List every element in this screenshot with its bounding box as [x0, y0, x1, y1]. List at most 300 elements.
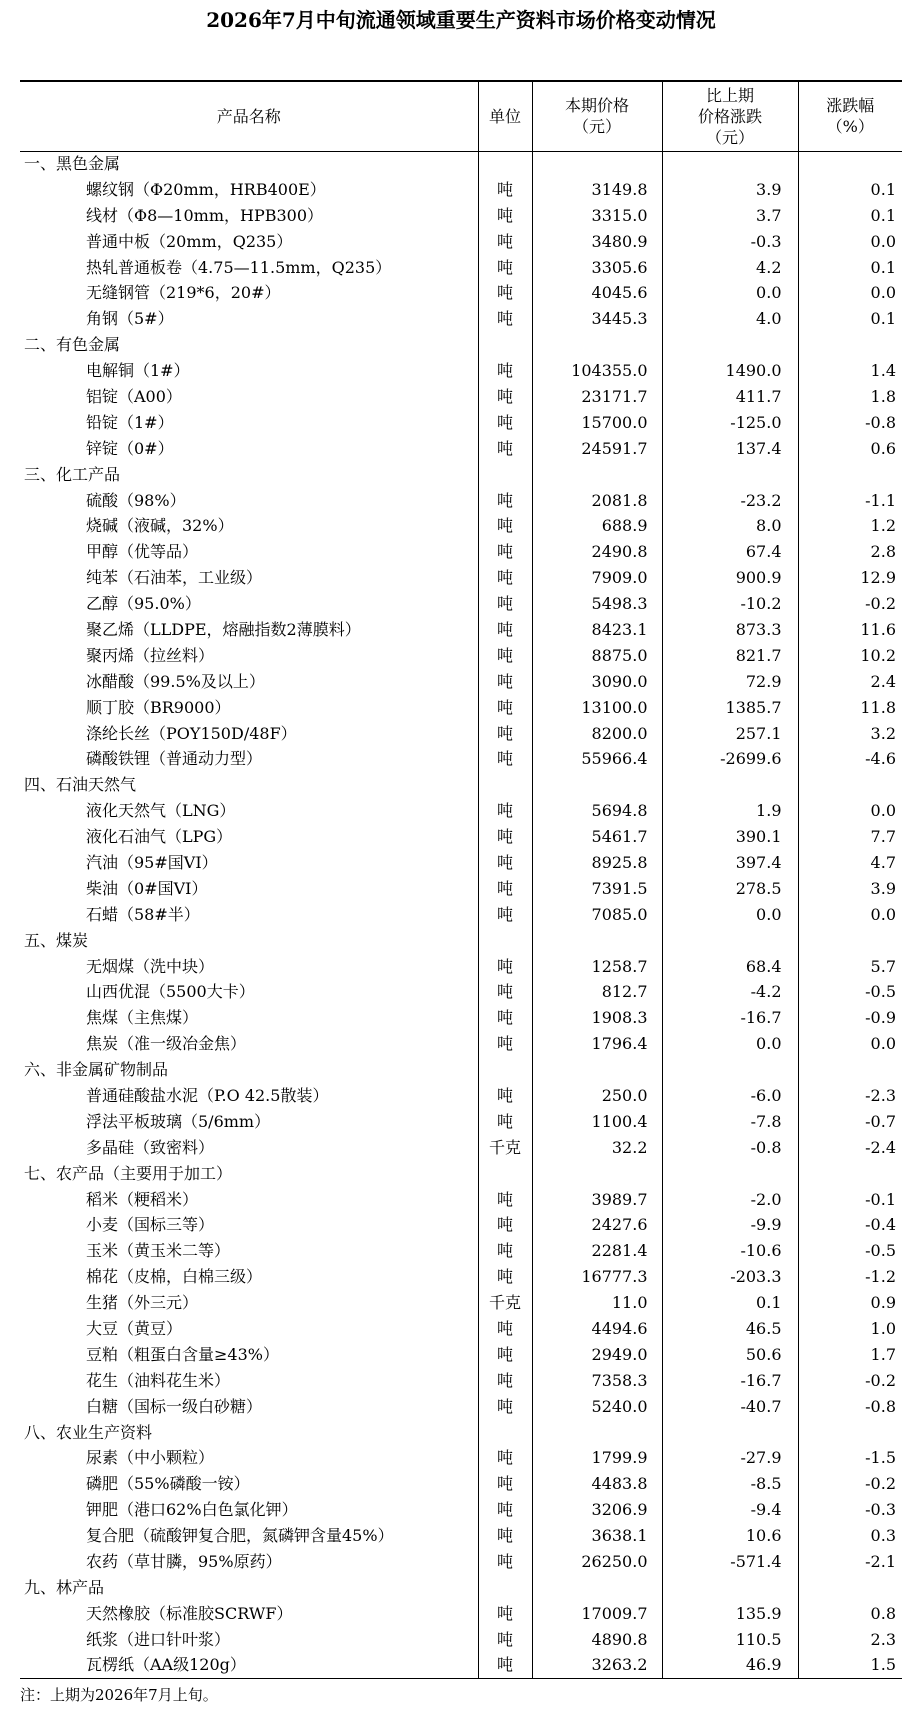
- product-name: 多晶硅（致密料）: [86, 1137, 215, 1157]
- change-cell: 0.0: [662, 1031, 798, 1057]
- percent-cell: -2.1: [798, 1549, 902, 1575]
- change-cell: -7.8: [662, 1109, 798, 1135]
- percent-cell: -0.8: [798, 410, 902, 436]
- product-name: 聚乙烯（LLDPE，熔融指数2薄膜料）: [86, 619, 361, 639]
- table-row: [20, 565, 902, 591]
- price-cell: 8925.8: [532, 850, 662, 876]
- percent-cell: 1.0: [798, 1316, 902, 1342]
- change-cell: 257.1: [662, 721, 798, 747]
- product-name: 汽油（95#国VI）: [86, 852, 218, 872]
- price-cell: 3445.3: [532, 306, 662, 332]
- change-cell: 0.0: [662, 902, 798, 928]
- percent-cell: 2.3: [798, 1627, 902, 1653]
- change-cell: [662, 1575, 798, 1601]
- price-cell: 2281.4: [532, 1238, 662, 1264]
- change-cell: [662, 772, 798, 798]
- percent-cell: 1.7: [798, 1342, 902, 1368]
- table-row: [20, 1497, 902, 1523]
- price-cell: 17009.7: [532, 1601, 662, 1627]
- change-cell: -9.9: [662, 1213, 798, 1239]
- price-cell: 5694.8: [532, 798, 662, 824]
- price-cell: 4483.8: [532, 1471, 662, 1497]
- category-name: 八、农业生产资料: [24, 1422, 153, 1442]
- product-name: 复合肥（硫酸钾复合肥，氮磷钾含量45%）: [86, 1526, 394, 1546]
- change-cell: 3.9: [662, 177, 798, 203]
- percent-cell: 1.8: [798, 384, 902, 410]
- product-name: 烧碱（液碱，32%）: [86, 516, 234, 536]
- price-cell: [532, 1057, 662, 1083]
- category-row: [20, 928, 902, 954]
- price-cell: 812.7: [532, 980, 662, 1006]
- change-cell: 0.0: [662, 280, 798, 306]
- table-row: [20, 358, 902, 384]
- product-name: 小麦（国标三等）: [86, 1215, 215, 1235]
- percent-cell: [798, 332, 902, 358]
- header-name: 产品名称: [20, 81, 478, 151]
- unit-cell: 吨: [478, 1497, 532, 1523]
- price-cell: 1799.9: [532, 1446, 662, 1472]
- percent-cell: 0.0: [798, 902, 902, 928]
- product-name: 花生（油料花生米）: [86, 1370, 231, 1390]
- product-name: 聚丙烯（拉丝料）: [86, 645, 215, 665]
- table-row: [20, 617, 902, 643]
- unit-cell: 吨: [478, 384, 532, 410]
- percent-cell: 3.9: [798, 876, 902, 902]
- percent-cell: 0.1: [798, 177, 902, 203]
- header-unit: 单位: [478, 81, 532, 151]
- price-table: [20, 80, 902, 1679]
- product-name: 角钢（5#）: [86, 309, 174, 329]
- category-row: [20, 772, 902, 798]
- category-name: 二、有色金属: [24, 335, 121, 355]
- price-cell: [532, 772, 662, 798]
- change-cell: -16.7: [662, 1005, 798, 1031]
- table-row: [20, 1083, 902, 1109]
- unit-cell: 吨: [478, 203, 532, 229]
- price-cell: 55966.4: [532, 746, 662, 772]
- percent-cell: 1.4: [798, 358, 902, 384]
- price-cell: 8875.0: [532, 643, 662, 669]
- percent-cell: 0.8: [798, 1601, 902, 1627]
- unit-cell: 吨: [478, 850, 532, 876]
- price-cell: 3638.1: [532, 1523, 662, 1549]
- product-name: 硫酸（98%）: [86, 490, 186, 510]
- unit-cell: 吨: [478, 1031, 532, 1057]
- percent-cell: -1.5: [798, 1446, 902, 1472]
- price-cell: 1100.4: [532, 1109, 662, 1135]
- header-pct: 涨跌幅 （%）: [798, 81, 902, 151]
- product-name: 尿素（中小颗粒）: [86, 1448, 215, 1468]
- percent-cell: 11.8: [798, 695, 902, 721]
- table-row: [20, 902, 902, 928]
- price-cell: 26250.0: [532, 1549, 662, 1575]
- unit-cell: 吨: [478, 410, 532, 436]
- table-row: [20, 954, 902, 980]
- price-cell: 16777.3: [532, 1264, 662, 1290]
- product-name: 普通中板（20mm，Q235）: [86, 231, 293, 251]
- percent-cell: 0.0: [798, 798, 902, 824]
- unit-cell: 吨: [478, 1471, 532, 1497]
- change-cell: 900.9: [662, 565, 798, 591]
- price-cell: 5498.3: [532, 591, 662, 617]
- table-row: [20, 488, 902, 514]
- unit-cell: 吨: [478, 798, 532, 824]
- percent-cell: 7.7: [798, 824, 902, 850]
- table-header: [20, 81, 902, 151]
- unit-cell: 吨: [478, 954, 532, 980]
- product-name: 磷肥（55%磷酸一铵）: [86, 1474, 250, 1494]
- product-name: 乙醇（95.0%）: [86, 594, 201, 614]
- percent-cell: 0.0: [798, 280, 902, 306]
- unit-cell: 吨: [478, 1213, 532, 1239]
- unit-cell: 吨: [478, 488, 532, 514]
- table-row: [20, 746, 902, 772]
- price-cell: 7085.0: [532, 902, 662, 928]
- product-name: 普通硅酸盐水泥（P.O 42.5散装）: [86, 1086, 329, 1105]
- product-name: 甲醇（优等品）: [86, 542, 199, 562]
- table-row: [20, 721, 902, 747]
- price-cell: 23171.7: [532, 384, 662, 410]
- percent-cell: -0.3: [798, 1497, 902, 1523]
- percent-cell: -0.2: [798, 1368, 902, 1394]
- unit-cell: 吨: [478, 1109, 532, 1135]
- unit-cell: 吨: [478, 280, 532, 306]
- percent-cell: -0.5: [798, 1238, 902, 1264]
- change-cell: 0.1: [662, 1290, 798, 1316]
- percent-cell: -0.5: [798, 980, 902, 1006]
- change-cell: 8.0: [662, 513, 798, 539]
- category-row: [20, 332, 902, 358]
- table-row: [20, 436, 902, 462]
- percent-cell: 0.1: [798, 203, 902, 229]
- change-cell: 1490.0: [662, 358, 798, 384]
- table-row: [20, 280, 902, 306]
- unit-cell: [478, 1420, 532, 1446]
- table-row: [20, 798, 902, 824]
- table-row: [20, 177, 902, 203]
- percent-cell: -0.4: [798, 1213, 902, 1239]
- product-name: 液化石油气（LPG）: [86, 827, 233, 847]
- product-name: 天然橡胶（标准胶SCRWF）: [86, 1603, 293, 1623]
- category-name: 七、农产品（主要用于加工）: [24, 1163, 233, 1183]
- change-cell: 1385.7: [662, 695, 798, 721]
- product-name: 液化天然气（LNG）: [86, 801, 236, 821]
- change-cell: -2699.6: [662, 746, 798, 772]
- change-cell: -0.3: [662, 229, 798, 255]
- unit-cell: [478, 1057, 532, 1083]
- change-cell: [662, 928, 798, 954]
- change-cell: -125.0: [662, 410, 798, 436]
- unit-cell: 吨: [478, 229, 532, 255]
- product-name: 磷酸铁锂（普通动力型）: [86, 749, 263, 769]
- percent-cell: -0.1: [798, 1187, 902, 1213]
- change-cell: 397.4: [662, 850, 798, 876]
- product-name: 热轧普通板卷（4.75—11.5mm，Q235）: [86, 257, 392, 277]
- percent-cell: -1.2: [798, 1264, 902, 1290]
- price-cell: 3149.8: [532, 177, 662, 203]
- change-cell: 46.9: [662, 1653, 798, 1679]
- unit-cell: 吨: [478, 1653, 532, 1679]
- price-cell: 1908.3: [532, 1005, 662, 1031]
- price-cell: 3315.0: [532, 203, 662, 229]
- change-cell: -203.3: [662, 1264, 798, 1290]
- table-row: [20, 824, 902, 850]
- product-name: 大豆（黄豆）: [86, 1319, 183, 1339]
- percent-cell: [798, 772, 902, 798]
- unit-cell: 吨: [478, 721, 532, 747]
- change-cell: -571.4: [662, 1549, 798, 1575]
- table-row: [20, 539, 902, 565]
- unit-cell: 吨: [478, 255, 532, 281]
- unit-cell: [478, 772, 532, 798]
- table-row: [20, 1653, 902, 1679]
- category-row: [20, 1057, 902, 1083]
- price-cell: 4494.6: [532, 1316, 662, 1342]
- category-row: [20, 1575, 902, 1601]
- percent-cell: 2.8: [798, 539, 902, 565]
- table-row: [20, 643, 902, 669]
- unit-cell: 吨: [478, 980, 532, 1006]
- unit-cell: 吨: [478, 1238, 532, 1264]
- percent-cell: [798, 462, 902, 488]
- percent-cell: 5.7: [798, 954, 902, 980]
- change-cell: 67.4: [662, 539, 798, 565]
- price-cell: 3989.7: [532, 1187, 662, 1213]
- percent-cell: -2.4: [798, 1135, 902, 1161]
- unit-cell: 吨: [478, 669, 532, 695]
- unit-cell: 吨: [478, 539, 532, 565]
- percent-cell: 0.0: [798, 229, 902, 255]
- change-cell: 1.9: [662, 798, 798, 824]
- page-title: 2026年7月中旬流通领域重要生产资料市场价格变动情况: [206, 8, 716, 32]
- table-row: [20, 1368, 902, 1394]
- unit-cell: [478, 928, 532, 954]
- product-name: 焦炭（准一级冶金焦）: [86, 1034, 247, 1054]
- table-body: [20, 151, 902, 1679]
- product-name: 焦煤（主焦煤）: [86, 1008, 199, 1028]
- product-name: 石蜡（58#半）: [86, 904, 200, 924]
- price-cell: 4045.6: [532, 280, 662, 306]
- table-row: [20, 1264, 902, 1290]
- price-cell: 1796.4: [532, 1031, 662, 1057]
- price-cell: 13100.0: [532, 695, 662, 721]
- change-cell: [662, 1057, 798, 1083]
- price-cell: 2490.8: [532, 539, 662, 565]
- percent-cell: 0.3: [798, 1523, 902, 1549]
- table-row: [20, 876, 902, 902]
- unit-cell: 吨: [478, 1316, 532, 1342]
- category-name: 九、林产品: [24, 1577, 105, 1597]
- table-row: [20, 1135, 902, 1161]
- change-cell: 46.5: [662, 1316, 798, 1342]
- change-cell: 137.4: [662, 436, 798, 462]
- table-row: [20, 850, 902, 876]
- change-cell: [662, 332, 798, 358]
- product-name: 螺纹钢（Φ20mm，HRB400E）: [86, 179, 326, 199]
- product-name: 瓦楞纸（AA级120g）: [20, 1653, 478, 1679]
- table-row: [20, 669, 902, 695]
- percent-cell: -0.7: [798, 1109, 902, 1135]
- product-name: 线材（Φ8—10mm，HPB300）: [86, 205, 324, 225]
- percent-cell: -1.1: [798, 488, 902, 514]
- price-cell: 7391.5: [532, 876, 662, 902]
- product-name: 白糖（国标一级白砂糖）: [86, 1396, 263, 1416]
- price-cell: 7909.0: [532, 565, 662, 591]
- table-row: [20, 1394, 902, 1420]
- table-row: [20, 1446, 902, 1472]
- unit-cell: 吨: [478, 1368, 532, 1394]
- change-cell: 4.2: [662, 255, 798, 281]
- percent-cell: -4.6: [798, 746, 902, 772]
- percent-cell: 0.1: [798, 255, 902, 281]
- price-cell: [532, 462, 662, 488]
- unit-cell: 吨: [478, 643, 532, 669]
- category-name: 五、煤炭: [24, 930, 89, 950]
- product-name: 生猪（外三元）: [86, 1293, 199, 1313]
- table-row: [20, 1601, 902, 1627]
- price-cell: 15700.0: [532, 410, 662, 436]
- product-name: 无烟煤（洗中块）: [86, 956, 215, 976]
- unit-cell: 吨: [478, 513, 532, 539]
- unit-cell: 吨: [478, 824, 532, 850]
- table-row: [20, 1471, 902, 1497]
- category-row: [20, 462, 902, 488]
- price-cell: 8423.1: [532, 617, 662, 643]
- percent-cell: [798, 928, 902, 954]
- price-cell: 24591.7: [532, 436, 662, 462]
- price-cell: 3206.9: [532, 1497, 662, 1523]
- price-cell: [532, 1161, 662, 1187]
- unit-cell: 吨: [478, 306, 532, 332]
- product-name: 棉花（皮棉，白棉三级）: [86, 1267, 263, 1287]
- change-cell: -40.7: [662, 1394, 798, 1420]
- product-name: 钾肥（港口62%白色氯化钾）: [86, 1500, 298, 1520]
- unit-cell: 吨: [478, 1549, 532, 1575]
- percent-cell: -0.2: [798, 1471, 902, 1497]
- unit-cell: 吨: [478, 358, 532, 384]
- price-cell: 2081.8: [532, 488, 662, 514]
- unit-cell: 吨: [478, 1523, 532, 1549]
- change-cell: [662, 151, 798, 177]
- price-cell: 8200.0: [532, 721, 662, 747]
- price-cell: 5240.0: [532, 1394, 662, 1420]
- table-row: [20, 695, 902, 721]
- change-cell: -9.4: [662, 1497, 798, 1523]
- price-cell: 7358.3: [532, 1368, 662, 1394]
- product-name: 农药（草甘膦，95%原药）: [86, 1552, 282, 1572]
- percent-cell: 3.2: [798, 721, 902, 747]
- percent-cell: 0.6: [798, 436, 902, 462]
- price-cell: 688.9: [532, 513, 662, 539]
- unit-cell: 吨: [478, 617, 532, 643]
- change-cell: 72.9: [662, 669, 798, 695]
- product-name: 无缝钢管（219*6，20#）: [86, 283, 281, 303]
- unit-cell: 吨: [478, 876, 532, 902]
- price-cell: [532, 928, 662, 954]
- unit-cell: 吨: [478, 1601, 532, 1627]
- table-row: [20, 1213, 902, 1239]
- unit-cell: [478, 151, 532, 177]
- change-cell: -27.9: [662, 1446, 798, 1472]
- change-cell: -0.8: [662, 1135, 798, 1161]
- change-cell: 3.7: [662, 203, 798, 229]
- change-cell: 4.0: [662, 306, 798, 332]
- percent-cell: [798, 1057, 902, 1083]
- product-name: 锌锭（0#）: [86, 438, 174, 458]
- footnote: 注：上期为2026年7月上旬。: [20, 1686, 218, 1704]
- price-cell: 32.2: [532, 1135, 662, 1161]
- percent-cell: 0.1: [798, 306, 902, 332]
- percent-cell: 1.5: [798, 1653, 902, 1679]
- unit-cell: 吨: [478, 565, 532, 591]
- percent-cell: [798, 1575, 902, 1601]
- unit-cell: 吨: [478, 1446, 532, 1472]
- percent-cell: [798, 151, 902, 177]
- percent-cell: -0.2: [798, 591, 902, 617]
- price-cell: 4890.8: [532, 1627, 662, 1653]
- product-name: 涤纶长丝（POY150D/48F）: [86, 723, 297, 743]
- change-cell: -16.7: [662, 1368, 798, 1394]
- unit-cell: [478, 1575, 532, 1601]
- percent-cell: -2.3: [798, 1083, 902, 1109]
- unit-cell: 吨: [478, 177, 532, 203]
- change-cell: [662, 1161, 798, 1187]
- change-cell: 873.3: [662, 617, 798, 643]
- price-cell: 11.0: [532, 1290, 662, 1316]
- unit-cell: 吨: [478, 591, 532, 617]
- unit-cell: 千克: [478, 1290, 532, 1316]
- price-cell: 3305.6: [532, 255, 662, 281]
- category-row: [20, 151, 902, 177]
- percent-cell: [798, 1420, 902, 1446]
- category-name: 六、非金属矿物制品: [24, 1060, 169, 1080]
- price-cell: 250.0: [532, 1083, 662, 1109]
- percent-cell: 12.9: [798, 565, 902, 591]
- change-cell: 411.7: [662, 384, 798, 410]
- table-row: [20, 980, 902, 1006]
- unit-cell: [478, 462, 532, 488]
- category-name: 三、化工产品: [24, 464, 121, 484]
- price-cell: 3480.9: [532, 229, 662, 255]
- change-cell: -4.2: [662, 980, 798, 1006]
- change-cell: 278.5: [662, 876, 798, 902]
- unit-cell: 吨: [478, 902, 532, 928]
- percent-cell: 0.0: [798, 1031, 902, 1057]
- unit-cell: 吨: [478, 1342, 532, 1368]
- table-row: [20, 513, 902, 539]
- category-row: [20, 1161, 902, 1187]
- table-row: [20, 1238, 902, 1264]
- product-name: 纸浆（进口针叶浆）: [86, 1629, 231, 1649]
- product-name: 铝锭（A00）: [86, 386, 182, 406]
- percent-cell: -0.9: [798, 1005, 902, 1031]
- table-row: [20, 1549, 902, 1575]
- unit-cell: 吨: [478, 1187, 532, 1213]
- category-row: [20, 1420, 902, 1446]
- change-cell: -6.0: [662, 1083, 798, 1109]
- product-name: 浮法平板玻璃（5/6mm）: [86, 1111, 271, 1131]
- table-row: [20, 1187, 902, 1213]
- product-name: 豆粕（粗蛋白含量≥43%）: [86, 1344, 279, 1364]
- table-row: [20, 1523, 902, 1549]
- product-name: 纯苯（石油苯，工业级）: [86, 568, 263, 588]
- product-name: 玉米（黄玉米二等）: [86, 1241, 231, 1261]
- unit-cell: 吨: [478, 695, 532, 721]
- percent-cell: 4.7: [798, 850, 902, 876]
- category-name: 一、黑色金属: [24, 154, 121, 174]
- change-cell: -8.5: [662, 1471, 798, 1497]
- product-name: 铅锭（1#）: [86, 412, 174, 432]
